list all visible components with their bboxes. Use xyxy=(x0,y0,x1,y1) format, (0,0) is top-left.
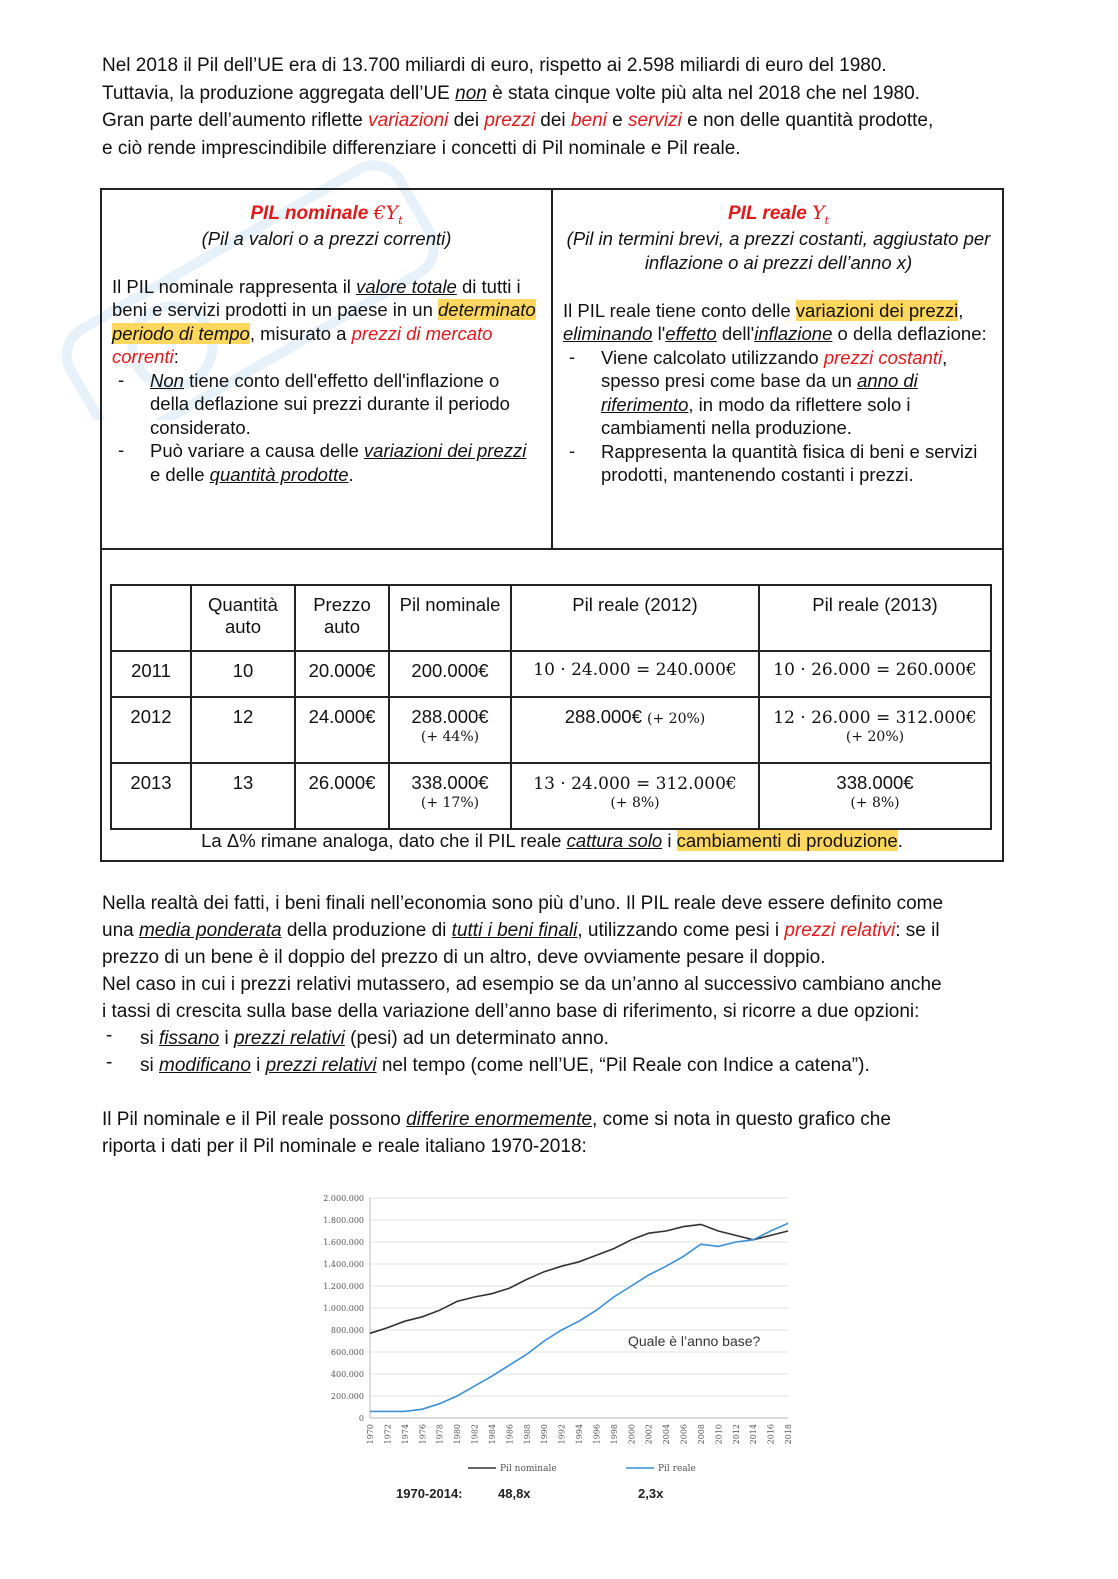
real-title: PIL reale $Y_t$ xyxy=(727,202,830,227)
x-tick-label: 1972 xyxy=(383,1424,393,1445)
nominal-bullet-2: - Può variare a causa delle variazioni dei prezzi e delle quantità prodotte. xyxy=(118,439,527,485)
legend-label-real: Pil reale xyxy=(658,1464,696,1474)
real-bullet-1: - Viene calcolato utilizzando prezzi costanti, spesso presi come base da un anno di riferimento, in modo da riflettere solo i cambiamenti nella produzione. xyxy=(569,345,948,439)
real-gdp-column xyxy=(553,190,1004,550)
gdp-line-chart xyxy=(310,1186,810,1506)
x-tick-label: 1988 xyxy=(522,1424,532,1445)
footer-label: 1970-2014: xyxy=(396,1486,463,1501)
x-tick-label: 2010 xyxy=(714,1424,724,1445)
x-tick-label: 1976 xyxy=(418,1424,428,1445)
y-tick-label: 400.000 xyxy=(330,1370,364,1379)
x-tick-label: 1982 xyxy=(470,1424,480,1445)
table-note: La Δ% rimane analoga, dato che il PIL reale cattura solo i cambiamenti di produzione. xyxy=(201,830,903,851)
footer-real-ratio: 2,3x xyxy=(638,1486,664,1501)
nominal-bullet-1: - Non tiene conto dell'effetto dell'inflazione o della deflazione sui prezzi durante il periodo considerato. xyxy=(118,368,510,438)
x-tick-label: 2004 xyxy=(662,1424,672,1445)
series-line-real xyxy=(370,1223,788,1411)
option-2: - si modificano i prezzi relativi nel tempo (come nell’UE, “Pil Reale con Indice a catena”). xyxy=(106,1052,870,1076)
x-tick-label: 1994 xyxy=(575,1424,584,1445)
x-tick-label: 1984 xyxy=(487,1424,497,1445)
y-tick-label: 2.000.000 xyxy=(323,1194,364,1203)
nominal-title: PIL nominale $€Y_t$ xyxy=(250,202,403,227)
gdp-example-table xyxy=(110,584,992,830)
series-line-nominal xyxy=(370,1224,788,1333)
x-tick-label: 1996 xyxy=(592,1424,602,1445)
x-tick-label: 2016 xyxy=(766,1424,776,1445)
x-tick-label: 1974 xyxy=(400,1424,410,1445)
table-row: 2011 10 20.000€ 200.000€ 10 · 24.000 = 240.000€ 10 · 26.000 = 260.000€ xyxy=(111,651,991,697)
x-tick-label: 2002 xyxy=(644,1424,654,1445)
table-row: 2013 13 26.000€ 338.000€ (+ 17%) 13 · 24.000 = 312.000€ (+ 8%) 338.000€ (+ 8%) xyxy=(111,763,991,829)
footer-nominal-ratio: 48,8x xyxy=(498,1486,531,1501)
y-tick-label: 1.000.000 xyxy=(323,1304,364,1313)
y-tick-label: 200.000 xyxy=(330,1392,364,1401)
nominal-definition: Il PIL nominale rappresenta il valore totale di tutti i beni e servizi prodotti in un paese in un determinato periodo di tempo, misurato a prezzi di mercato correnti: xyxy=(112,275,536,368)
y-tick-label: 1.200.000 xyxy=(323,1282,364,1291)
chart-annotation: Quale è l’anno base? xyxy=(628,1333,761,1349)
real-subtitle: (Pil in termini brevi, a prezzi costanti, aggiustato per inflazione o ai prezzi dell’anno x) xyxy=(566,227,991,273)
option-1: - si fissano i prezzi relativi (pesi) ad un determinato anno. xyxy=(106,1025,609,1049)
intro-paragraph: Nel 2018 il Pil dell’UE era di 13.700 miliardi di euro, rispetto ai 2.598 miliardi di euro del 1980. Tuttavia, la produzione aggregata dell’UE non è stata cinque volte più alta nel 2018 che nel 1980. Gran parte dell’aumento riflette variazioni dei prezzi dei beni e servizi e non delle quantità prodotte, e ciò rende imprescindibile differenziare i concetti di Pil nominale e Pil reale. xyxy=(102,55,934,159)
x-tick-label: 2008 xyxy=(696,1424,706,1445)
x-tick-label: 1992 xyxy=(557,1424,567,1445)
nominal-gdp-column xyxy=(102,190,553,550)
x-tick-label: 1998 xyxy=(609,1424,619,1445)
body-text-2: Nella realtà dei fatti, i beni finali nell’economia sono più d’uno. Il PIL reale deve essere definito come una media ponderata della produzione di tutti i beni finali, utilizzando come pesi i prezzi relativi: se il prezzo di un bene è il doppio del prezzo di un altro, deve ovviamente pesare il doppio. Nel caso in cui i prezzi relativi mutassero, ad esempio se da un’anno al successivo cambiano anche i tassi di crescita sulla base della variazione dell’anno base di riferimento, si ricorre a due opzioni: - si fissano i prezzi relativi (pesi) ad un determinato anno. - si modificano i prezzi relativi nel tempo (come nell’UE, “Pil Reale con Indice a catena”). Il Pil nominale e il Pil reale possono differire enormemente, come si nota in questo grafico che riporta i dati per il Pil nominale e reale italiano 1970-2018: xyxy=(102,890,1022,1160)
x-tick-label: 1978 xyxy=(435,1424,445,1445)
y-tick-label: 600.000 xyxy=(330,1348,364,1357)
y-tick-label: 0 xyxy=(358,1414,364,1423)
x-tick-label: 1990 xyxy=(540,1424,550,1445)
x-tick-label: 1970 xyxy=(366,1424,375,1445)
y-tick-label: 800.000 xyxy=(330,1326,364,1335)
real-definition: Il PIL reale tiene conto delle variazioni dei prezzi, eliminando l'effetto dell'inflazione o della deflazione: xyxy=(563,299,987,345)
x-tick-label: 2006 xyxy=(679,1424,689,1445)
table-row: 2012 12 24.000€ 288.000€ (+ 44%) 288.000€ (+ 20%) 12 · 26.000 = 312.000€ (+ 20%) xyxy=(111,697,991,763)
nominal-subtitle: (Pil a valori o a prezzi correnti) xyxy=(201,227,452,249)
x-tick-label: 2014 xyxy=(749,1424,759,1445)
y-tick-label: 1.800.000 xyxy=(323,1216,364,1225)
y-tick-label: 1.600.000 xyxy=(323,1238,364,1247)
real-bullet-2: - Rappresenta la quantità fisica di beni e servizi prodotti, mantenendo costanti i prezzi. xyxy=(569,439,978,486)
x-tick-label: 2012 xyxy=(731,1424,741,1445)
table-header-row: Quantità auto Prezzo auto Pil nominale Pil reale (2012) Pil reale (2013) xyxy=(111,585,991,651)
x-tick-label: 1980 xyxy=(453,1424,463,1445)
legend-label-nominal: Pil nominale xyxy=(500,1464,557,1474)
comparison-box xyxy=(100,188,1004,862)
y-tick-label: 1.400.000 xyxy=(323,1260,364,1269)
x-tick-label: 2000 xyxy=(627,1424,637,1445)
x-tick-label: 1986 xyxy=(505,1424,515,1445)
x-tick-label: 2018 xyxy=(784,1424,793,1445)
